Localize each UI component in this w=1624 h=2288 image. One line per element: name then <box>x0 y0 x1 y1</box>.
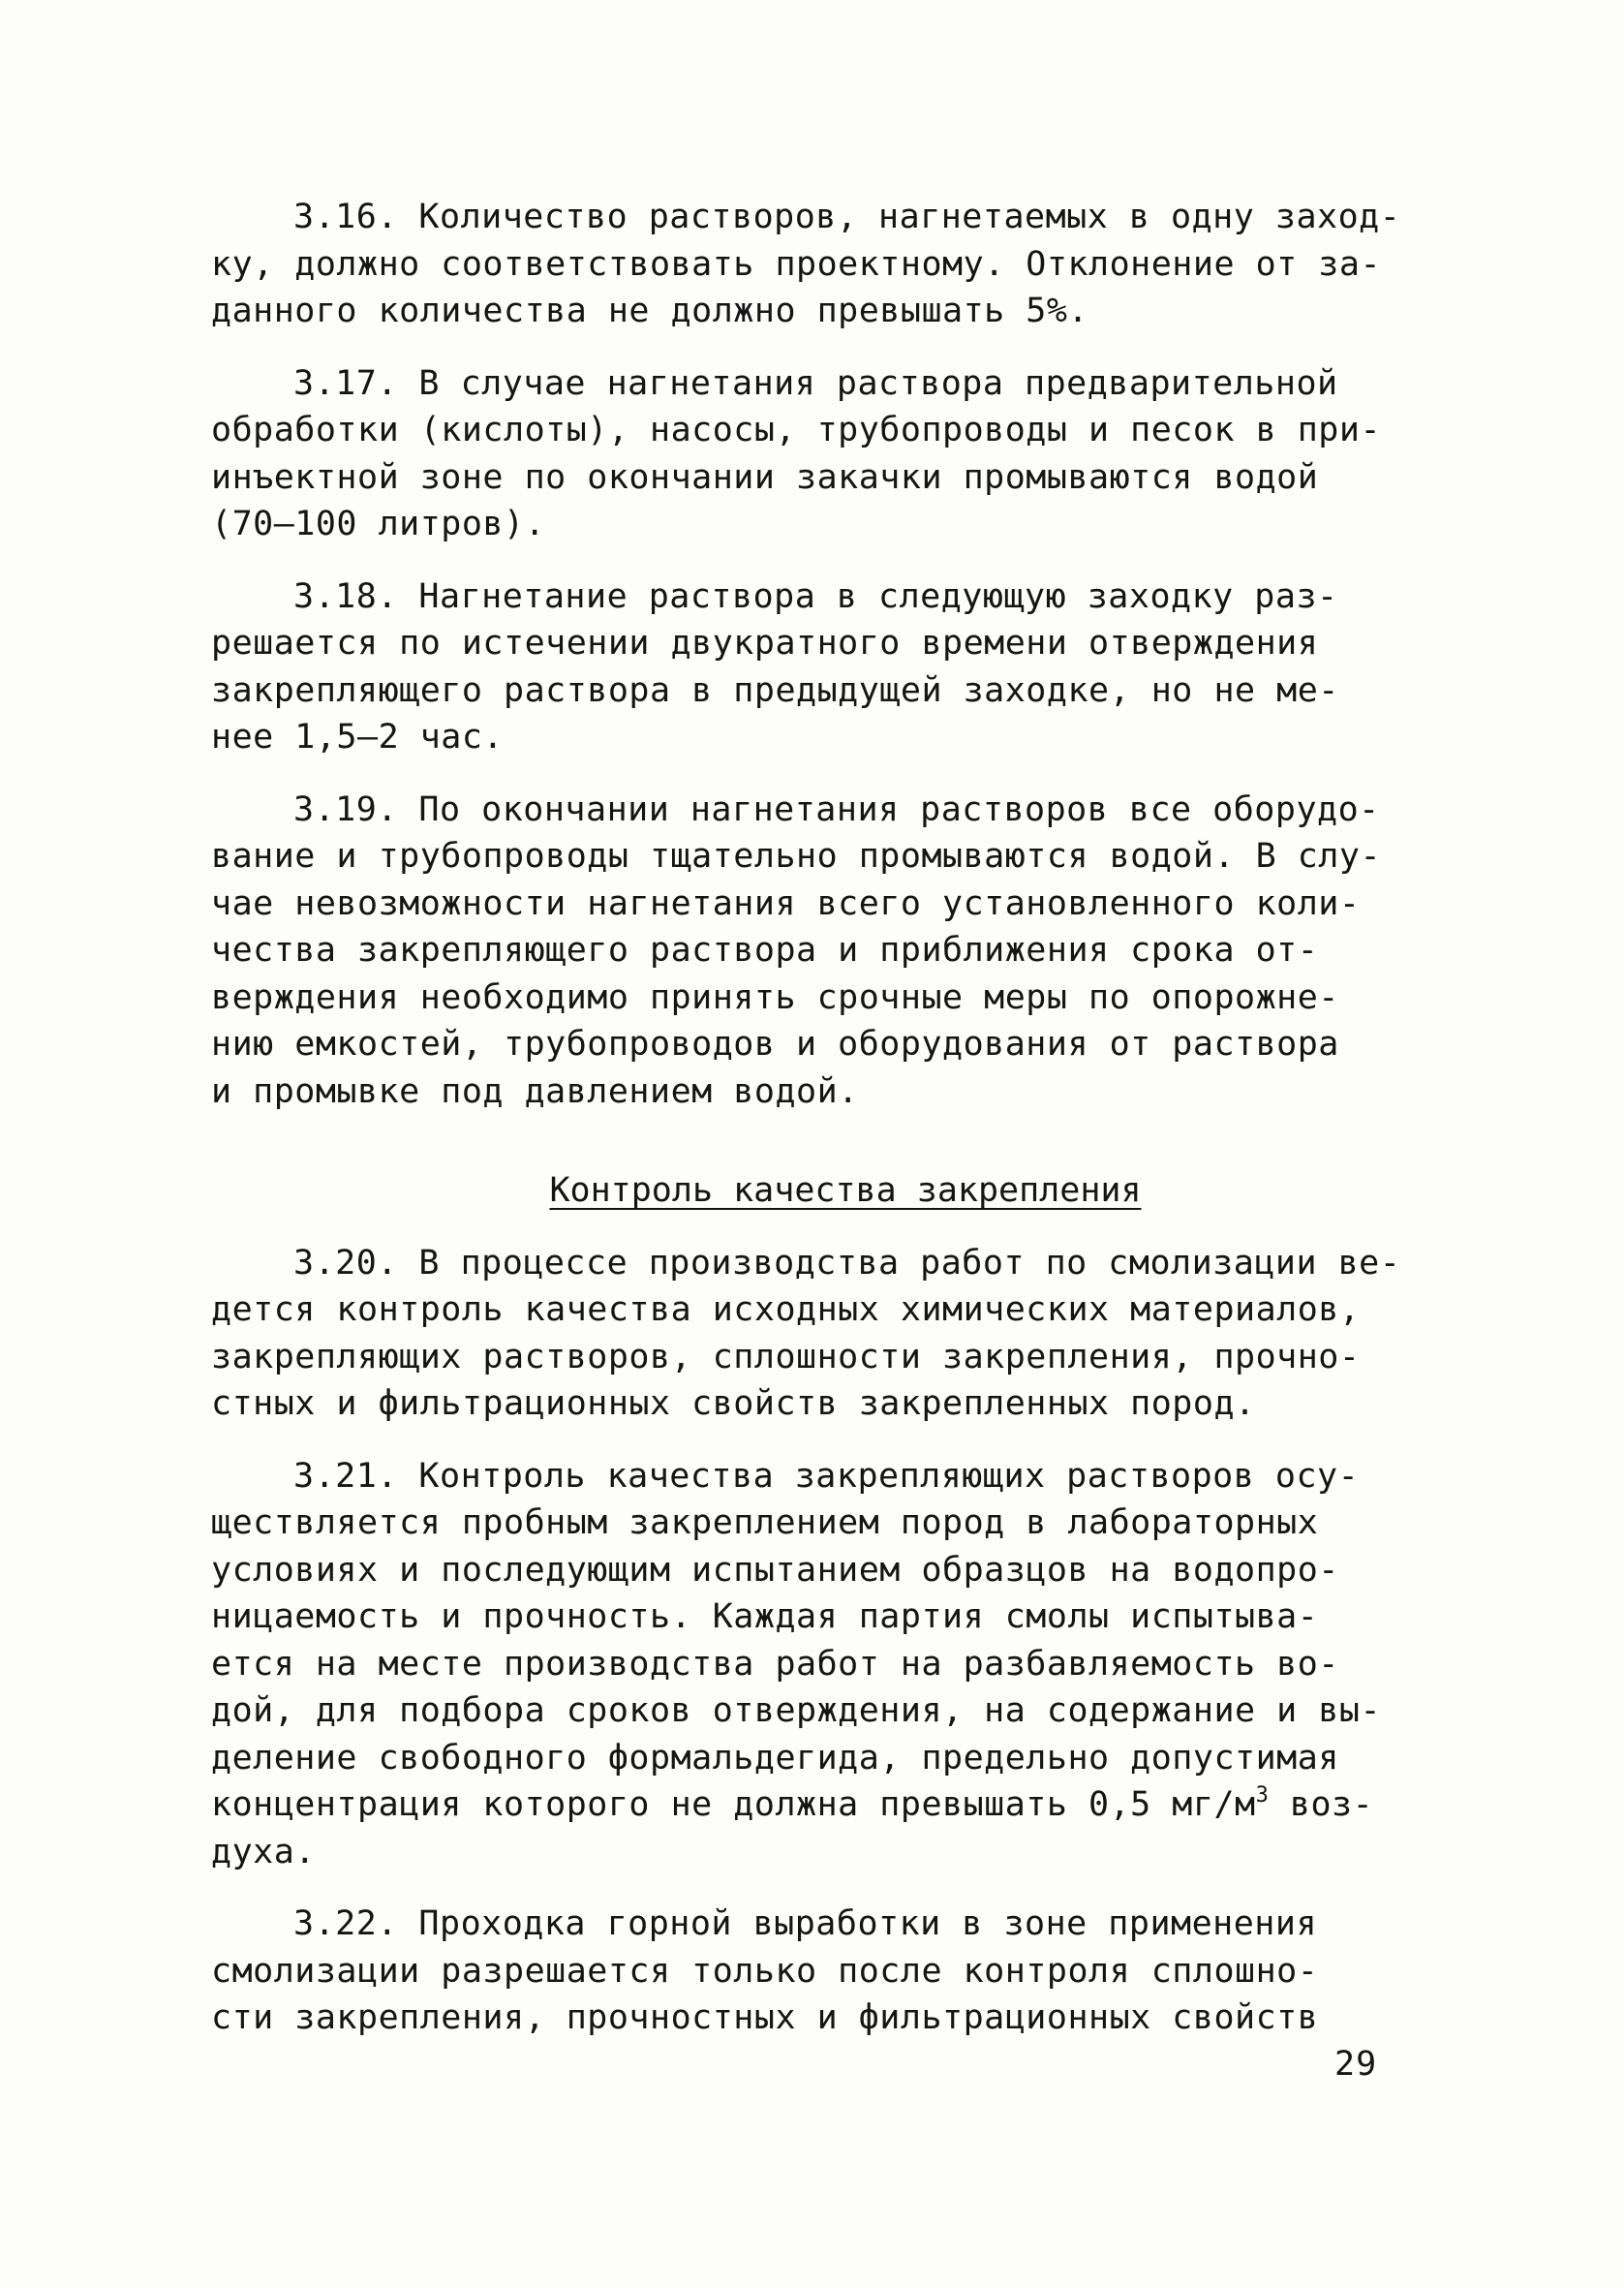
paragraph-3-19 <box>211 787 1460 1116</box>
text-line: закрепляющих растворов, сплошности закрепления, прочно- <box>211 1337 1361 1376</box>
text-line: чества закрепляющего раствора и приближения срока от- <box>211 931 1319 970</box>
text-line: стных и фильтрационных свойств закрепленных пород. <box>211 1384 1256 1423</box>
text-line: нию емкостей, трубопроводов и оборудования от раствора <box>211 1025 1339 1064</box>
text-line: чае невозможности нагнетания всего установленного коли- <box>211 883 1361 923</box>
text-line: обработки (кислоты), насосы, трубопроводы и песок в при- <box>211 411 1382 449</box>
page-number: 29 <box>1334 2045 1378 2084</box>
text-line: дой, для подбора сроков отверждения, на содержание и вы- <box>211 1691 1382 1730</box>
text-line: 3.17. В случае нагнетания раствора предварительной <box>293 363 1338 403</box>
text-line: ку, должно соответствовать проектному. Отклонение от за- <box>211 244 1382 284</box>
paragraph-3-22 <box>211 1901 1460 2042</box>
text-line: 3.19. По окончании нагнетания растворов все оборудо- <box>293 789 1380 829</box>
text-fragment: воз- <box>1269 1785 1374 1824</box>
text-line: ницаемость и прочность. Каждая партия смолы испытыва- <box>211 1597 1319 1636</box>
text-line: 3.20. В процессе производства работ по смолизации ве- <box>293 1243 1401 1283</box>
text-line: и промывке под давлением водой. <box>211 1071 859 1111</box>
text-line: 3.18. Нагнетание раствора в следующую заходку раз- <box>293 576 1338 616</box>
text-line: смолизации разрешается только после контроля сплошно- <box>211 1951 1319 1991</box>
text-line: вание и трубопроводы тщательно промываются водой. В слу- <box>211 837 1382 876</box>
text-line: сти закрепления, прочностных и фильтрационных свойств <box>211 1998 1319 2037</box>
document-body <box>211 194 1460 2042</box>
text-line-with-unit <box>211 1781 1460 1829</box>
text-line: решается по истечении двукратного времени отверждения <box>211 624 1319 663</box>
text-line: нее 1,5–2 час. <box>211 718 505 757</box>
paragraph-3-20 <box>211 1240 1460 1428</box>
paragraph-3-16 <box>211 194 1460 335</box>
text-line: деление свободного формальдегида, предельно допустимая <box>211 1738 1339 1778</box>
section-heading-text: Контроль качества закрепления <box>549 1171 1142 1210</box>
paragraph-3-18 <box>211 573 1460 761</box>
text-line: верждения необходимо принять срочные меры по опорожне- <box>211 977 1339 1017</box>
text-line: 3.21. Контроль качества закрепляющих растворов осу- <box>293 1456 1360 1496</box>
text-line: 3.22. Проходка горной выработки в зоне применения <box>293 1904 1318 1943</box>
section-heading <box>211 1167 1460 1215</box>
text-line: дется контроль качества исходных химических материалов, <box>211 1290 1361 1329</box>
text-fragment: концентрация которого не должна превышать 0,5 мг/м <box>211 1785 1256 1824</box>
paragraph-3-17 <box>211 360 1460 548</box>
paragraph-3-21 <box>211 1453 1460 1876</box>
text-line: условиях и последующим испытанием образцов на водопро- <box>211 1550 1339 1590</box>
text-line: ществляется пробным закреплением пород в лабораторных <box>211 1503 1319 1542</box>
text-line: закрепляющего раствора в предыдущей заходке, но не ме- <box>211 670 1339 710</box>
text-line: инъектной зоне по окончании закачки промываются водой <box>211 457 1319 497</box>
text-line: (70–100 литров). <box>211 505 546 543</box>
text-line: ется на месте производства работ на разбавляемость во- <box>211 1644 1339 1684</box>
unit-superscript: 3 <box>1255 1783 1270 1808</box>
text-line: данного количества не должно превышать 5%. <box>211 292 1089 330</box>
text-line: 3.16. Количество растворов, нагнетаемых в одну заход- <box>293 198 1401 236</box>
text-line: духа. <box>211 1832 316 1871</box>
